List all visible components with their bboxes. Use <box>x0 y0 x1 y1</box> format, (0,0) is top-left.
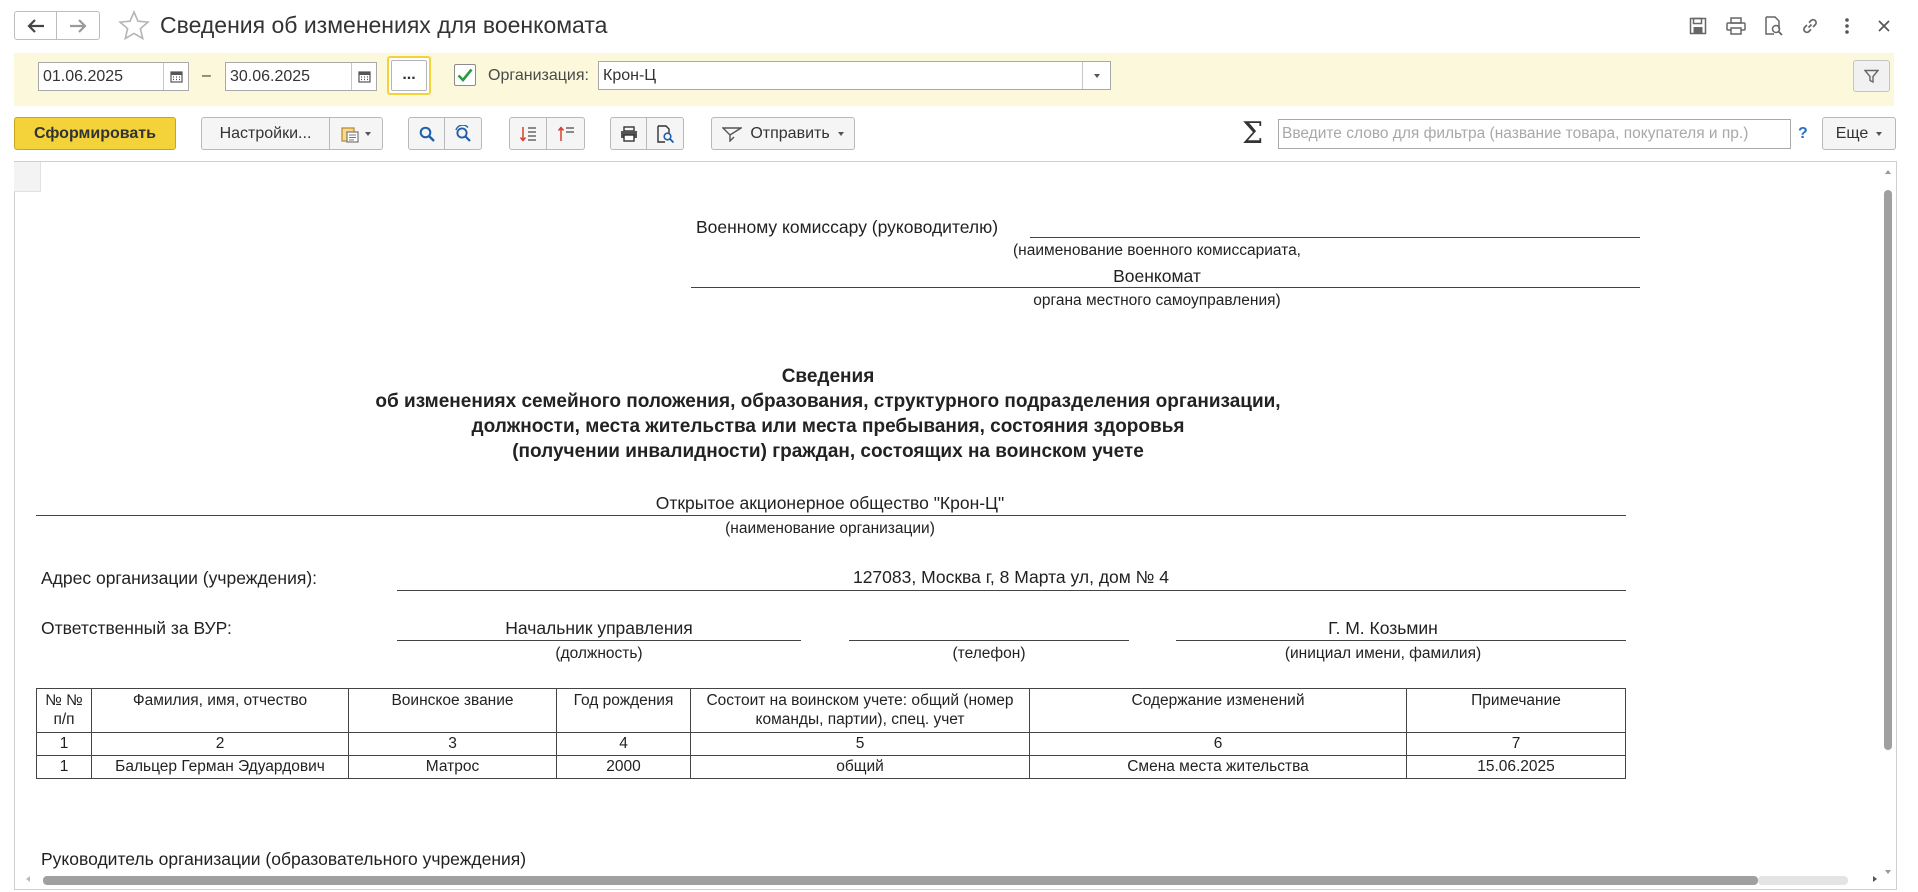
table-cell[interactable]: Смена места жительства <box>1030 756 1407 779</box>
report-sheet <box>15 162 1615 890</box>
horizontal-scrollbar[interactable] <box>24 874 1879 886</box>
print-preview-icon <box>656 125 674 143</box>
recipient-value: Военкомат <box>1113 266 1201 286</box>
recipient-line <box>1030 237 1640 238</box>
horizontal-scroll-thumb[interactable] <box>43 876 1758 885</box>
recipient-label: Военному комиссару (руководителю) <box>696 217 999 237</box>
checkmark-icon <box>457 68 473 82</box>
table-header-row <box>37 689 1626 733</box>
scroll-up-icon[interactable] <box>1885 170 1891 174</box>
search-icon <box>419 126 435 142</box>
variant-dropdown-button[interactable] <box>330 117 383 150</box>
organization-caption: (наименование организации) <box>725 520 935 537</box>
send-icon <box>722 126 742 142</box>
link-icon[interactable] <box>1797 13 1823 39</box>
organization-name-line <box>36 515 1626 516</box>
forward-button[interactable] <box>57 11 100 40</box>
generate-report-button[interactable]: Сформировать <box>14 117 176 150</box>
search-group <box>408 117 482 150</box>
scroll-left-icon[interactable] <box>26 876 30 882</box>
date-from-value: 01.06.2025 <box>43 68 124 85</box>
table-cell[interactable]: 1 <box>37 756 92 779</box>
list-down-icon <box>519 125 537 143</box>
arrow-right-icon <box>69 19 87 33</box>
report-title-4: (получении инвалидности) граждан, состоящих на воинском учете <box>512 441 1144 462</box>
date-to-field[interactable] <box>225 62 377 91</box>
date-separator: – <box>202 67 211 84</box>
head-of-organization-label: Руководитель организации (образовательного учреждения) <box>41 849 527 869</box>
column-number-cell: 5 <box>691 733 1030 756</box>
report-title-1: Сведения <box>781 366 875 387</box>
collapse-groups-button[interactable] <box>547 117 585 150</box>
save-icon[interactable] <box>1685 13 1711 39</box>
recipient-caption-1: (наименование военного комиссариата, <box>1013 242 1301 259</box>
table-header-cell: Фамилия, имя, отчество <box>92 689 349 733</box>
find-next-button[interactable] <box>445 117 482 150</box>
find-button[interactable] <box>408 117 445 150</box>
more-label: Еще <box>1835 124 1869 142</box>
responsible-phone-line <box>849 640 1129 641</box>
responsible-position-line <box>397 640 801 641</box>
date-to-value: 30.06.2025 <box>230 68 311 85</box>
print-button[interactable] <box>610 117 647 150</box>
address-label: Адрес организации (учреждения): <box>41 568 318 588</box>
table-cell[interactable]: Бальцер Герман Эдуардович <box>92 756 349 779</box>
organization-name: Открытое акционерное общество "Крон-Ц" <box>655 493 1005 513</box>
favorite-star-icon[interactable] <box>118 10 150 41</box>
vertical-scrollbar[interactable] <box>1882 166 1894 874</box>
search-next-icon <box>454 125 472 142</box>
report-document[interactable] <box>14 161 1897 890</box>
report-title-2: об изменениях семейного положения, образования, структурного подразделения организации, <box>375 391 1281 412</box>
column-number-cell: 3 <box>349 733 557 756</box>
select-period-button[interactable] <box>387 56 431 95</box>
responsible-phone-caption: (телефон) <box>952 645 1026 662</box>
address-line <box>397 590 1626 591</box>
back-button[interactable] <box>14 11 57 40</box>
close-icon[interactable] <box>1871 13 1897 39</box>
scroll-down-icon[interactable] <box>1885 870 1891 874</box>
table-row[interactable] <box>37 756 1626 779</box>
print-preview-button[interactable] <box>647 117 684 150</box>
column-number-cell: 7 <box>1407 733 1626 756</box>
table-header-cell: Примечание <box>1407 689 1626 733</box>
table-cell[interactable]: 2000 <box>557 756 691 779</box>
responsible-position-caption: (должность) <box>555 645 643 662</box>
sheet-corner <box>14 162 41 192</box>
printer-icon <box>620 126 638 142</box>
table-cell[interactable]: Матрос <box>349 756 557 779</box>
chevron-down-icon[interactable] <box>1082 62 1110 89</box>
send-label: Отправить <box>750 124 830 142</box>
table-header-cell: Содержание изменений <box>1030 689 1407 733</box>
column-number-cell: 6 <box>1030 733 1407 756</box>
address-value: 127083, Москва г, 8 Марта ул, дом № 4 <box>852 567 1170 587</box>
report-variant-icon <box>341 125 359 143</box>
settings-button[interactable]: Настройки... <box>201 117 330 150</box>
responsible-name: Г. М. Козьмин <box>1328 618 1438 638</box>
table-column-numbers-row <box>37 733 1626 756</box>
chevron-down-icon <box>365 132 371 136</box>
select-period-label: ... <box>391 60 427 91</box>
changes-table <box>36 688 1626 779</box>
table-header-cell: Воинское звание <box>349 689 557 733</box>
funnel-icon <box>1864 69 1879 84</box>
column-number-cell: 1 <box>37 733 92 756</box>
table-header-cell: № № п/п <box>37 689 92 733</box>
more-button[interactable] <box>1822 117 1896 150</box>
report-title-3: должности, места жительства или места пребывания, состояния здоровья <box>471 416 1185 437</box>
filter-settings-button[interactable] <box>1853 60 1890 92</box>
send-button[interactable] <box>711 117 855 150</box>
column-number-cell: 4 <box>557 733 691 756</box>
table-header-cell: Состоит на воинском учете: общий (номер команды, партии), спец. учет <box>691 689 1030 733</box>
responsible-position: Начальник управления <box>505 618 693 638</box>
date-from-field[interactable] <box>38 62 189 91</box>
organization-value: Крон-Ц <box>603 67 657 84</box>
filter-search-input[interactable]: Введите слово для фильтра (название товара, покупателя и пр.) <box>1278 119 1791 149</box>
recipient-value-line <box>691 287 1640 288</box>
arrow-left-icon <box>27 19 45 33</box>
settings-group <box>201 117 383 150</box>
organization-label: Организация: <box>488 67 589 84</box>
table-header-cell: Год рождения <box>557 689 691 733</box>
responsible-name-line <box>1176 640 1626 641</box>
print-group <box>610 117 684 150</box>
help-icon[interactable]: ? <box>1798 125 1808 142</box>
organization-select[interactable] <box>598 61 1111 90</box>
expand-groups-button[interactable] <box>509 117 547 150</box>
column-number-cell: 2 <box>92 733 349 756</box>
list-up-icon <box>557 125 575 143</box>
scroll-right-icon[interactable] <box>1873 876 1877 882</box>
table-cell[interactable]: 15.06.2025 <box>1407 756 1626 779</box>
calendar-icon[interactable] <box>163 63 188 90</box>
more-vertical-icon[interactable] <box>1834 13 1860 39</box>
vertical-scroll-thumb[interactable] <box>1884 190 1892 750</box>
sum-icon[interactable]: Σ <box>1242 116 1264 151</box>
chevron-down-icon <box>838 132 844 136</box>
organization-checkbox[interactable] <box>454 64 476 86</box>
print-icon[interactable] <box>1723 13 1749 39</box>
responsible-name-caption: (инициал имени, фамилия) <box>1284 645 1482 662</box>
horizontal-scroll-track <box>1758 876 1848 885</box>
responsible-label: Ответственный за ВУР: <box>41 618 232 638</box>
calendar-icon[interactable] <box>351 63 376 90</box>
sort-group <box>509 117 585 150</box>
preview-icon[interactable] <box>1760 13 1786 39</box>
chevron-down-icon <box>1876 132 1882 136</box>
page-title: Сведения об изменениях для военкомата <box>160 12 608 38</box>
recipient-caption-2: органа местного самоуправления) <box>1033 292 1281 309</box>
table-cell[interactable]: общий <box>691 756 1030 779</box>
